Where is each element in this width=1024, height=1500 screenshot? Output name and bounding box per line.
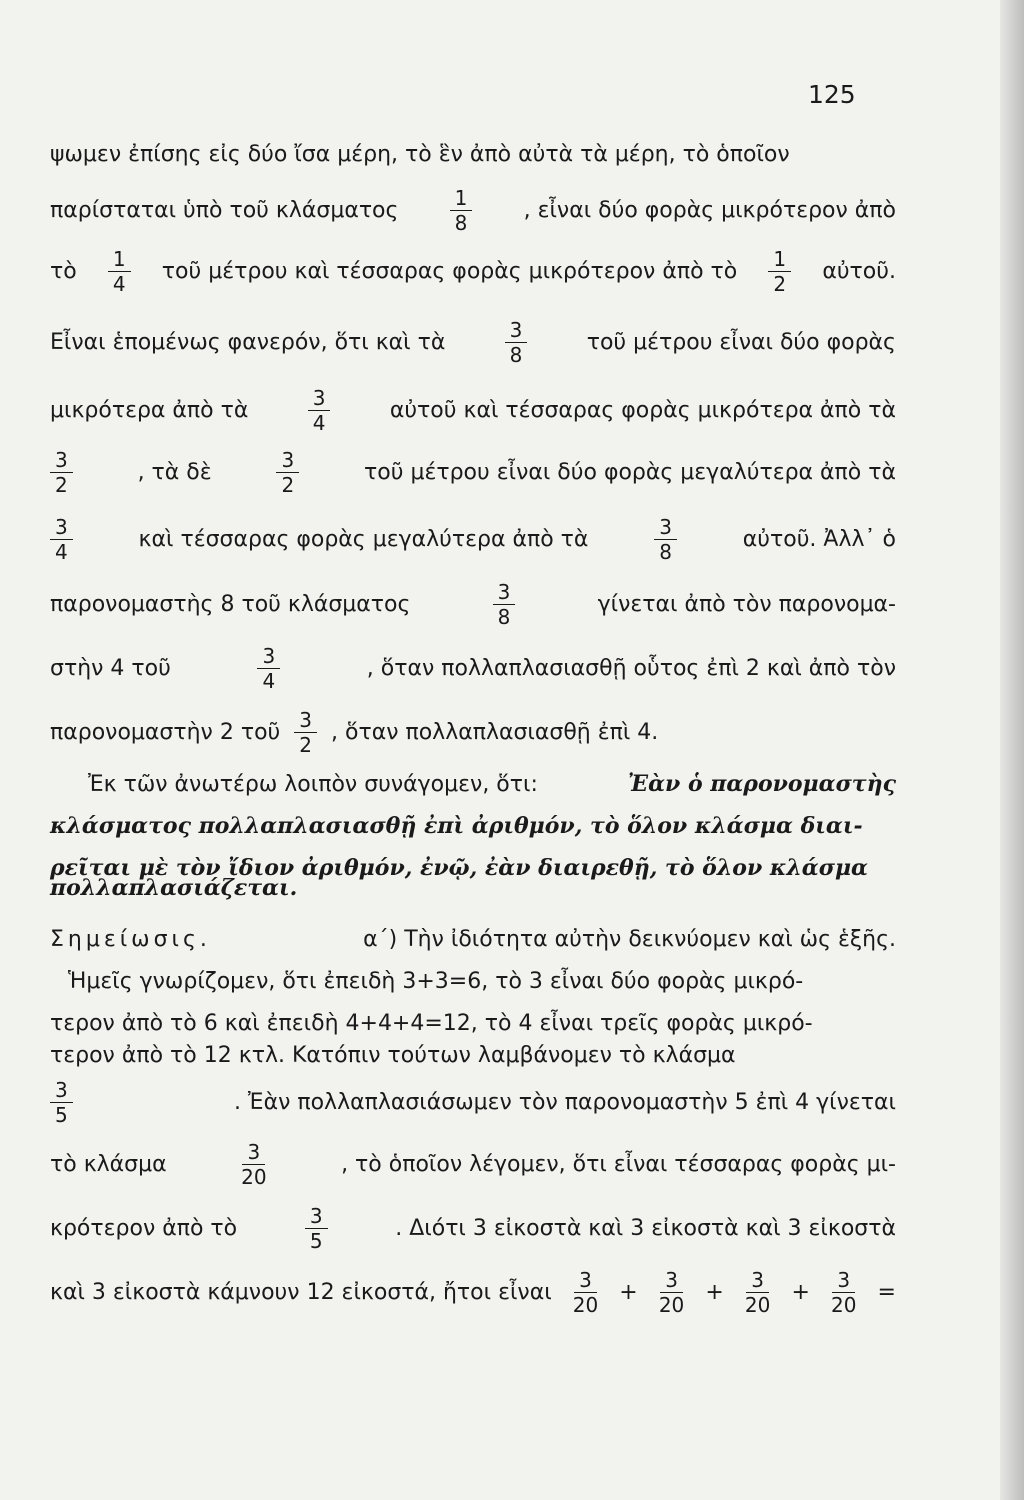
text-line-12 [50, 802, 896, 850]
denominator: 8 [454, 210, 468, 235]
fraction [108, 246, 131, 296]
denominator: 4 [312, 410, 326, 435]
numerator: 3 [305, 1206, 328, 1229]
line-text: στὴν 4 τοῦ [50, 655, 171, 681]
line-text: τοῦ μέτρου καὶ τέσσαρας φορὰς μικρότερον ἀπὸ τὸ [161, 258, 738, 284]
denominator: 5 [309, 1228, 323, 1253]
numerator: 3 [50, 1080, 73, 1103]
numerator: 3 [50, 517, 73, 540]
text-line-16 [50, 957, 896, 1005]
text-line-11 [50, 760, 896, 808]
text-line-8 [50, 580, 896, 628]
fraction [50, 1077, 73, 1127]
line-text: παρίσταται ὑπὸ τοῦ κλάσματος [50, 197, 399, 223]
fraction [505, 317, 528, 367]
text-line-10 [50, 708, 896, 756]
text-line-3 [50, 247, 896, 295]
fraction [830, 1267, 857, 1317]
line-text: καὶ τέσσαρας φορὰς μεγαλύτερα ἀπὸ τὰ [138, 526, 589, 552]
plus-sign: + [619, 1279, 638, 1305]
denominator: 4 [112, 271, 126, 296]
numerator: 3 [660, 1270, 683, 1293]
line-text: γίνεται ἀπὸ τὸν παρονομα- [597, 591, 896, 617]
numerator: 3 [746, 1270, 769, 1293]
line-text: καὶ 3 εἰκοστὰ κάμνουν 12 εἰκοστά, ἤτοι εἶναι [50, 1279, 552, 1305]
line-text: , τὸ ὁποῖον λέγομεν, ὅτι εἶναι τέσσαρας φορὰς μι- [341, 1151, 896, 1177]
fraction [768, 246, 791, 296]
denominator: 8 [497, 604, 511, 629]
fraction [308, 385, 331, 435]
line-text: ψωμεν ἐπίσης εἰς δύο ἴσα μέρη, τὸ ἓν ἀπὸ αὐτὰ τὰ μέρη, τὸ ὁποῖον [50, 141, 790, 167]
numerator: 3 [654, 517, 677, 540]
denominator: 2 [281, 472, 295, 497]
numerator: 3 [505, 320, 528, 343]
plus-sign: + [705, 1279, 724, 1305]
denominator: 2 [55, 472, 68, 497]
note-heading: Σημείωσις. [50, 926, 211, 952]
numerator: 3 [574, 1270, 597, 1293]
line-text: τερον ἀπὸ τὸ 12 κτλ. Κατόπιν τούτων λαμβάνομεν τὸ κλάσμα [50, 1042, 736, 1068]
line-text: . Διότι 3 εἰκοστὰ καὶ 3 εἰκοστὰ καὶ 3 εἰκοστὰ [395, 1215, 896, 1241]
line-text: τερον ἀπὸ τὸ 6 καὶ ἐπειδὴ 4+4+4=12, τὸ 4 εἶναι τρεῖς φορὰς μικρό- [50, 1010, 813, 1036]
text-line-1 [50, 130, 896, 178]
line-text: κρότερον ἀπὸ τὸ [50, 1215, 238, 1241]
text-line-18 [50, 1031, 896, 1079]
text-line-20 [50, 1140, 896, 1188]
fraction [654, 514, 677, 564]
numerator: 3 [832, 1270, 855, 1293]
line-text: τὸ κλάσμα [50, 1151, 167, 1177]
text-line-22 [50, 1268, 896, 1316]
denominator: 4 [55, 539, 68, 564]
line-text: , ὅταν πολλαπλασιασθῇ οὗτος ἐπὶ 2 καὶ ἀπὸ τὸν [366, 655, 896, 681]
bold-rule-text: Ἐὰν ὁ παρονομαστὴς [627, 771, 896, 797]
line-text: αὐτοῦ καὶ τέσσαρας φορὰς μικρότερα ἀπὸ τὰ [389, 397, 896, 423]
denominator: 20 [658, 1292, 685, 1317]
page-edge [1000, 0, 1024, 1500]
fraction [294, 707, 317, 757]
numerator: 1 [450, 188, 473, 211]
numerator: 3 [308, 388, 331, 411]
text-line-4 [50, 318, 896, 366]
fraction [241, 1139, 267, 1189]
fraction [658, 1267, 685, 1317]
denominator: 20 [830, 1292, 857, 1317]
denominator: 2 [299, 732, 312, 757]
fraction [257, 643, 280, 693]
numerator: 1 [768, 249, 791, 272]
denominator: 8 [509, 342, 523, 367]
text-line-6 [50, 448, 896, 496]
line-text: παρονομαστὴς 8 τοῦ κλάσματος [50, 591, 411, 617]
text-line-19 [50, 1078, 896, 1126]
numerator: 3 [276, 450, 299, 473]
line-text: , εἶναι δύο φορὰς μικρότερον ἀπὸ [523, 197, 896, 223]
bold-rule-text: πολλαπλασιάζεται. [50, 875, 298, 901]
denominator: 20 [744, 1292, 771, 1317]
text-line-5 [50, 386, 896, 434]
line-text: , ὅταν πολλαπλασιασθῇ ἐπὶ 4. [331, 719, 659, 745]
denominator: 5 [55, 1102, 68, 1127]
line-text: Ἡμεῖς γνωρίζομεν, ὅτι ἐπειδὴ 3+3=6, τὸ 3 εἶναι δύο φορὰς μικρό- [68, 968, 804, 994]
denominator: 20 [572, 1292, 599, 1317]
line-text: τὸ [50, 258, 77, 284]
text-line-7 [50, 515, 896, 563]
line-text: . Ἐὰν πολλαπλασιάσωμεν τὸν παρονομαστὴν 5 ἐπὶ 4 γίνεται [233, 1089, 896, 1115]
fraction [50, 514, 73, 564]
text-line-2 [50, 186, 896, 234]
fraction [450, 185, 473, 235]
line-text: παρονομαστὴν 2 τοῦ [50, 719, 281, 745]
fraction [276, 447, 299, 497]
line-text: τοῦ μέτρου εἶναι δύο φορὰς [586, 329, 896, 355]
bold-rule-text: ρεῖται μὲ τὸν ἴδιον ἀριθμόν, ἐνῷ, ἐὰν διαιρεθῇ, τὸ ὅλον κλάσμα [50, 855, 868, 881]
line-text: μικρότερα ἀπὸ τὰ [50, 397, 249, 423]
numerator: 3 [493, 582, 516, 605]
page-number: 125 [808, 80, 856, 109]
bold-rule-text: κλάσματος πολλαπλασιασθῇ ἐπὶ ἀριθμόν, τὸ ὅλον κλάσμα διαι- [50, 813, 863, 839]
plus-sign: + [791, 1279, 810, 1305]
line-text: Ἐκ τῶν ἀνωτέρω λοιπὸν συνάγομεν, ὅτι: [88, 771, 538, 797]
denominator: 2 [773, 271, 787, 296]
denominator: 20 [241, 1164, 267, 1189]
numerator: 1 [108, 249, 131, 272]
numerator: 3 [50, 450, 73, 473]
text-line-9 [50, 644, 896, 692]
fraction [493, 579, 516, 629]
line-text: αὐτοῦ. Ἀλλ᾽ ὁ [742, 526, 896, 552]
equals-sign: = [877, 1279, 896, 1305]
numerator: 3 [242, 1142, 265, 1165]
numerator: 3 [294, 710, 317, 733]
denominator: 8 [659, 539, 672, 564]
line-text: τοῦ μέτρου εἶναι δύο φορὰς μεγαλύτερα ἀπὸ τὰ [364, 459, 896, 485]
fraction [572, 1267, 599, 1317]
line-text: Εἶναι ἑπομένως φανερόν, ὅτι καὶ τὰ [50, 329, 446, 355]
text-line-21 [50, 1204, 896, 1252]
fraction [50, 447, 73, 497]
line-text: α΄) Τὴν ἰδιότητα αὐτὴν δεικνύομεν καὶ ὡς ἑξῆς. [363, 926, 896, 952]
line-text: αὐτοῦ. [822, 258, 896, 284]
text-line-15 [50, 915, 896, 963]
fraction [305, 1203, 328, 1253]
fraction [744, 1267, 771, 1317]
line-text: , τὰ δὲ [137, 459, 212, 485]
denominator: 4 [262, 668, 276, 693]
numerator: 3 [257, 646, 280, 669]
text-line-14 [50, 864, 896, 912]
